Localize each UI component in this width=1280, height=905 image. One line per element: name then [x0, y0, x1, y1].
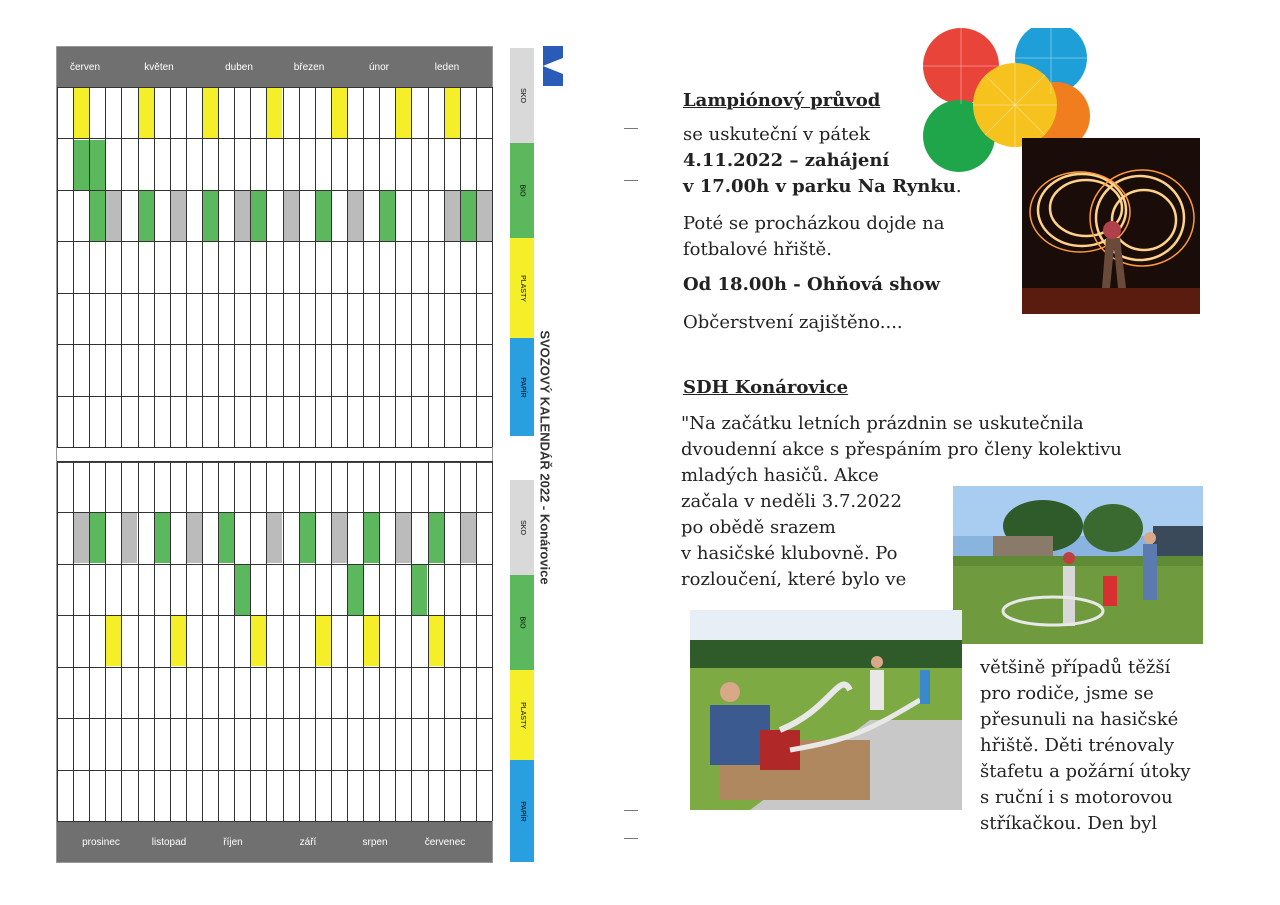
grid-line	[186, 87, 187, 447]
collection-day	[267, 88, 282, 138]
grid-line	[138, 87, 139, 447]
collection-day	[284, 191, 299, 241]
sdh-text-line: v hasičské klubovně. Po	[681, 543, 898, 564]
collection-day	[477, 191, 492, 241]
grid-line	[105, 87, 106, 447]
grid-line	[57, 293, 492, 294]
month-label: srpen	[362, 837, 388, 848]
month-label: červen	[69, 62, 100, 73]
grid-line	[57, 190, 492, 191]
month-label: září	[299, 837, 317, 848]
collection-day	[90, 140, 105, 190]
grid-line	[57, 615, 492, 616]
grid-line	[234, 87, 235, 447]
grid-line	[299, 87, 300, 447]
collection-day	[203, 191, 218, 241]
collection-day	[461, 513, 476, 563]
sdh-text-line: po obědě srazem	[681, 517, 836, 538]
grid-line	[444, 461, 445, 821]
grid-line	[202, 461, 203, 821]
legend-plasty: PLASTY	[510, 670, 534, 760]
month-label: říjen	[223, 837, 243, 848]
collection-day	[348, 191, 363, 241]
sdh-text-line: štafetu a požární útoky	[980, 761, 1191, 782]
month-label: prosinec	[82, 837, 120, 848]
collection-day	[90, 191, 105, 241]
grid-line	[57, 241, 492, 242]
collection-day	[219, 513, 234, 563]
grid-line	[347, 461, 348, 821]
grid-line	[57, 667, 492, 668]
sdh-text-line: hřiště. Děti trénovaly	[980, 735, 1175, 756]
lampion-text: fotbalové hřiště.	[683, 239, 832, 260]
grid-line	[476, 461, 477, 821]
collection-day	[300, 513, 315, 563]
collection-day	[429, 616, 444, 666]
month-label: listopad	[151, 837, 187, 848]
fire-show-image	[1022, 138, 1200, 314]
collection-day	[171, 616, 186, 666]
legend-sko: SKO	[510, 48, 534, 143]
collection-day	[90, 513, 105, 563]
grid-line	[250, 87, 251, 447]
grid-line	[121, 87, 122, 447]
sdh-heading: SDH Konárovice	[683, 377, 849, 398]
grid-line	[283, 87, 284, 447]
collection-day	[74, 88, 89, 138]
collection-day	[461, 191, 476, 241]
collection-day	[187, 513, 202, 563]
collection-day	[316, 616, 331, 666]
collection-day	[122, 513, 137, 563]
grid-line	[218, 87, 219, 447]
collection-day	[235, 565, 250, 615]
calendar-legend	[510, 48, 534, 862]
lampion-time: v 17.00h v parku Na Rynku.	[683, 176, 962, 197]
legend-sko: SKO	[510, 480, 534, 575]
legend-bio: BIO	[510, 143, 534, 238]
grid-line	[57, 770, 492, 771]
collection-day	[267, 513, 282, 563]
collection-day	[74, 140, 89, 190]
collection-day	[171, 191, 186, 241]
month-label: březen	[293, 62, 325, 73]
collection-day	[106, 616, 121, 666]
grid-line	[379, 87, 380, 447]
grid-line	[315, 87, 316, 447]
collection-day	[251, 191, 266, 241]
lampion-date: 4.11.2022 – zahájení	[683, 150, 890, 171]
grid-line	[234, 461, 235, 821]
grid-line	[331, 87, 332, 447]
grid-line	[57, 138, 492, 139]
collection-day	[380, 191, 395, 241]
sdh-text-line: stříkačkou. Den byl	[980, 813, 1158, 834]
collection-day	[139, 88, 154, 138]
collection-day	[429, 513, 444, 563]
grid-line	[57, 87, 58, 447]
sdh-text-line: začala v neděli 3.7.2022	[681, 491, 902, 512]
lampion-text: se uskuteční v pátek	[683, 124, 870, 145]
sdh-text-line: pro rodiče, jsme se	[980, 683, 1154, 704]
grid-line	[202, 87, 203, 447]
sdh-text-line: "Na začátku letních prázdnin se uskutečnila	[681, 413, 1084, 434]
grid-line	[492, 87, 493, 447]
month-label: květen	[144, 62, 174, 73]
collection-day	[332, 88, 347, 138]
sdh-text-line: většině případů těžší	[980, 657, 1171, 678]
waste-calendar	[56, 46, 493, 863]
calendar-header-top	[57, 47, 492, 87]
collection-day	[106, 191, 121, 241]
grid-line	[170, 87, 171, 447]
grid-line	[444, 87, 445, 447]
collection-day	[139, 191, 154, 241]
month-label: duben	[225, 62, 253, 73]
grid-line	[492, 461, 493, 821]
collection-day	[235, 191, 250, 241]
collection-day	[332, 513, 347, 563]
firefighters-pump-photo	[690, 610, 962, 810]
calendar-title: SVOZOVÝ KALENDÁŘ 2022 - Konárovice	[537, 330, 553, 585]
collection-day	[396, 88, 411, 138]
collection-day	[445, 191, 460, 241]
collection-day	[74, 513, 89, 563]
collection-day	[251, 616, 266, 666]
collection-day	[445, 88, 460, 138]
legend-plasty: PLASTY	[510, 238, 534, 338]
grid-line	[154, 87, 155, 447]
collection-day	[155, 513, 170, 563]
legend-papir: PAPÍR	[510, 760, 534, 862]
collection-day	[316, 191, 331, 241]
legend-bio: BIO	[510, 575, 534, 670]
village-flag-icon	[543, 46, 563, 86]
refreshment-text: Občerstvení zajištěno....	[683, 312, 903, 333]
collection-day	[348, 565, 363, 615]
grid-line	[57, 396, 492, 397]
grid-line	[266, 87, 267, 447]
lampion-heading: Lampiónový průvod	[683, 90, 881, 111]
sdh-text-line: přesunuli na hasičské	[980, 709, 1179, 730]
collection-day	[203, 88, 218, 138]
grid-line	[57, 461, 492, 462]
grid-line	[476, 87, 477, 447]
calendar-header-bottom	[57, 822, 492, 862]
collection-day	[364, 513, 379, 563]
month-label: červenec	[424, 837, 466, 848]
grid-line	[57, 461, 58, 821]
month-label: leden	[434, 62, 460, 73]
collection-day	[412, 565, 427, 615]
grid-line	[57, 821, 492, 822]
lampion-text: Poté se procházkou dojde na	[683, 213, 945, 234]
grid-line	[57, 447, 492, 448]
grid-line	[283, 461, 284, 821]
fire-show-text: Od 18.00h - Ohňová show	[683, 274, 940, 295]
sdh-text-line: rozloučení, které bylo ve	[681, 569, 907, 590]
grid-line	[57, 344, 492, 345]
grid-line	[395, 87, 396, 447]
grid-line	[411, 461, 412, 821]
collection-day	[396, 513, 411, 563]
grid-line	[138, 461, 139, 821]
grid-line	[57, 718, 492, 719]
firefighters-field-photo	[953, 486, 1203, 644]
sdh-text-line: mladých hasičů. Akce	[681, 465, 879, 486]
grid-line	[347, 87, 348, 447]
grid-line	[411, 87, 412, 447]
collection-day	[364, 616, 379, 666]
grid-line	[363, 87, 364, 447]
sdh-text-line: s ruční i s motorovou	[980, 787, 1173, 808]
grid-line	[379, 461, 380, 821]
sdh-text-line: dvoudenní akce s přespáním pro členy kolektivu	[681, 439, 1122, 460]
legend-papir: PAPÍR	[510, 338, 534, 436]
month-label: únor	[368, 62, 389, 73]
grid-line	[460, 87, 461, 447]
grid-line	[428, 87, 429, 447]
